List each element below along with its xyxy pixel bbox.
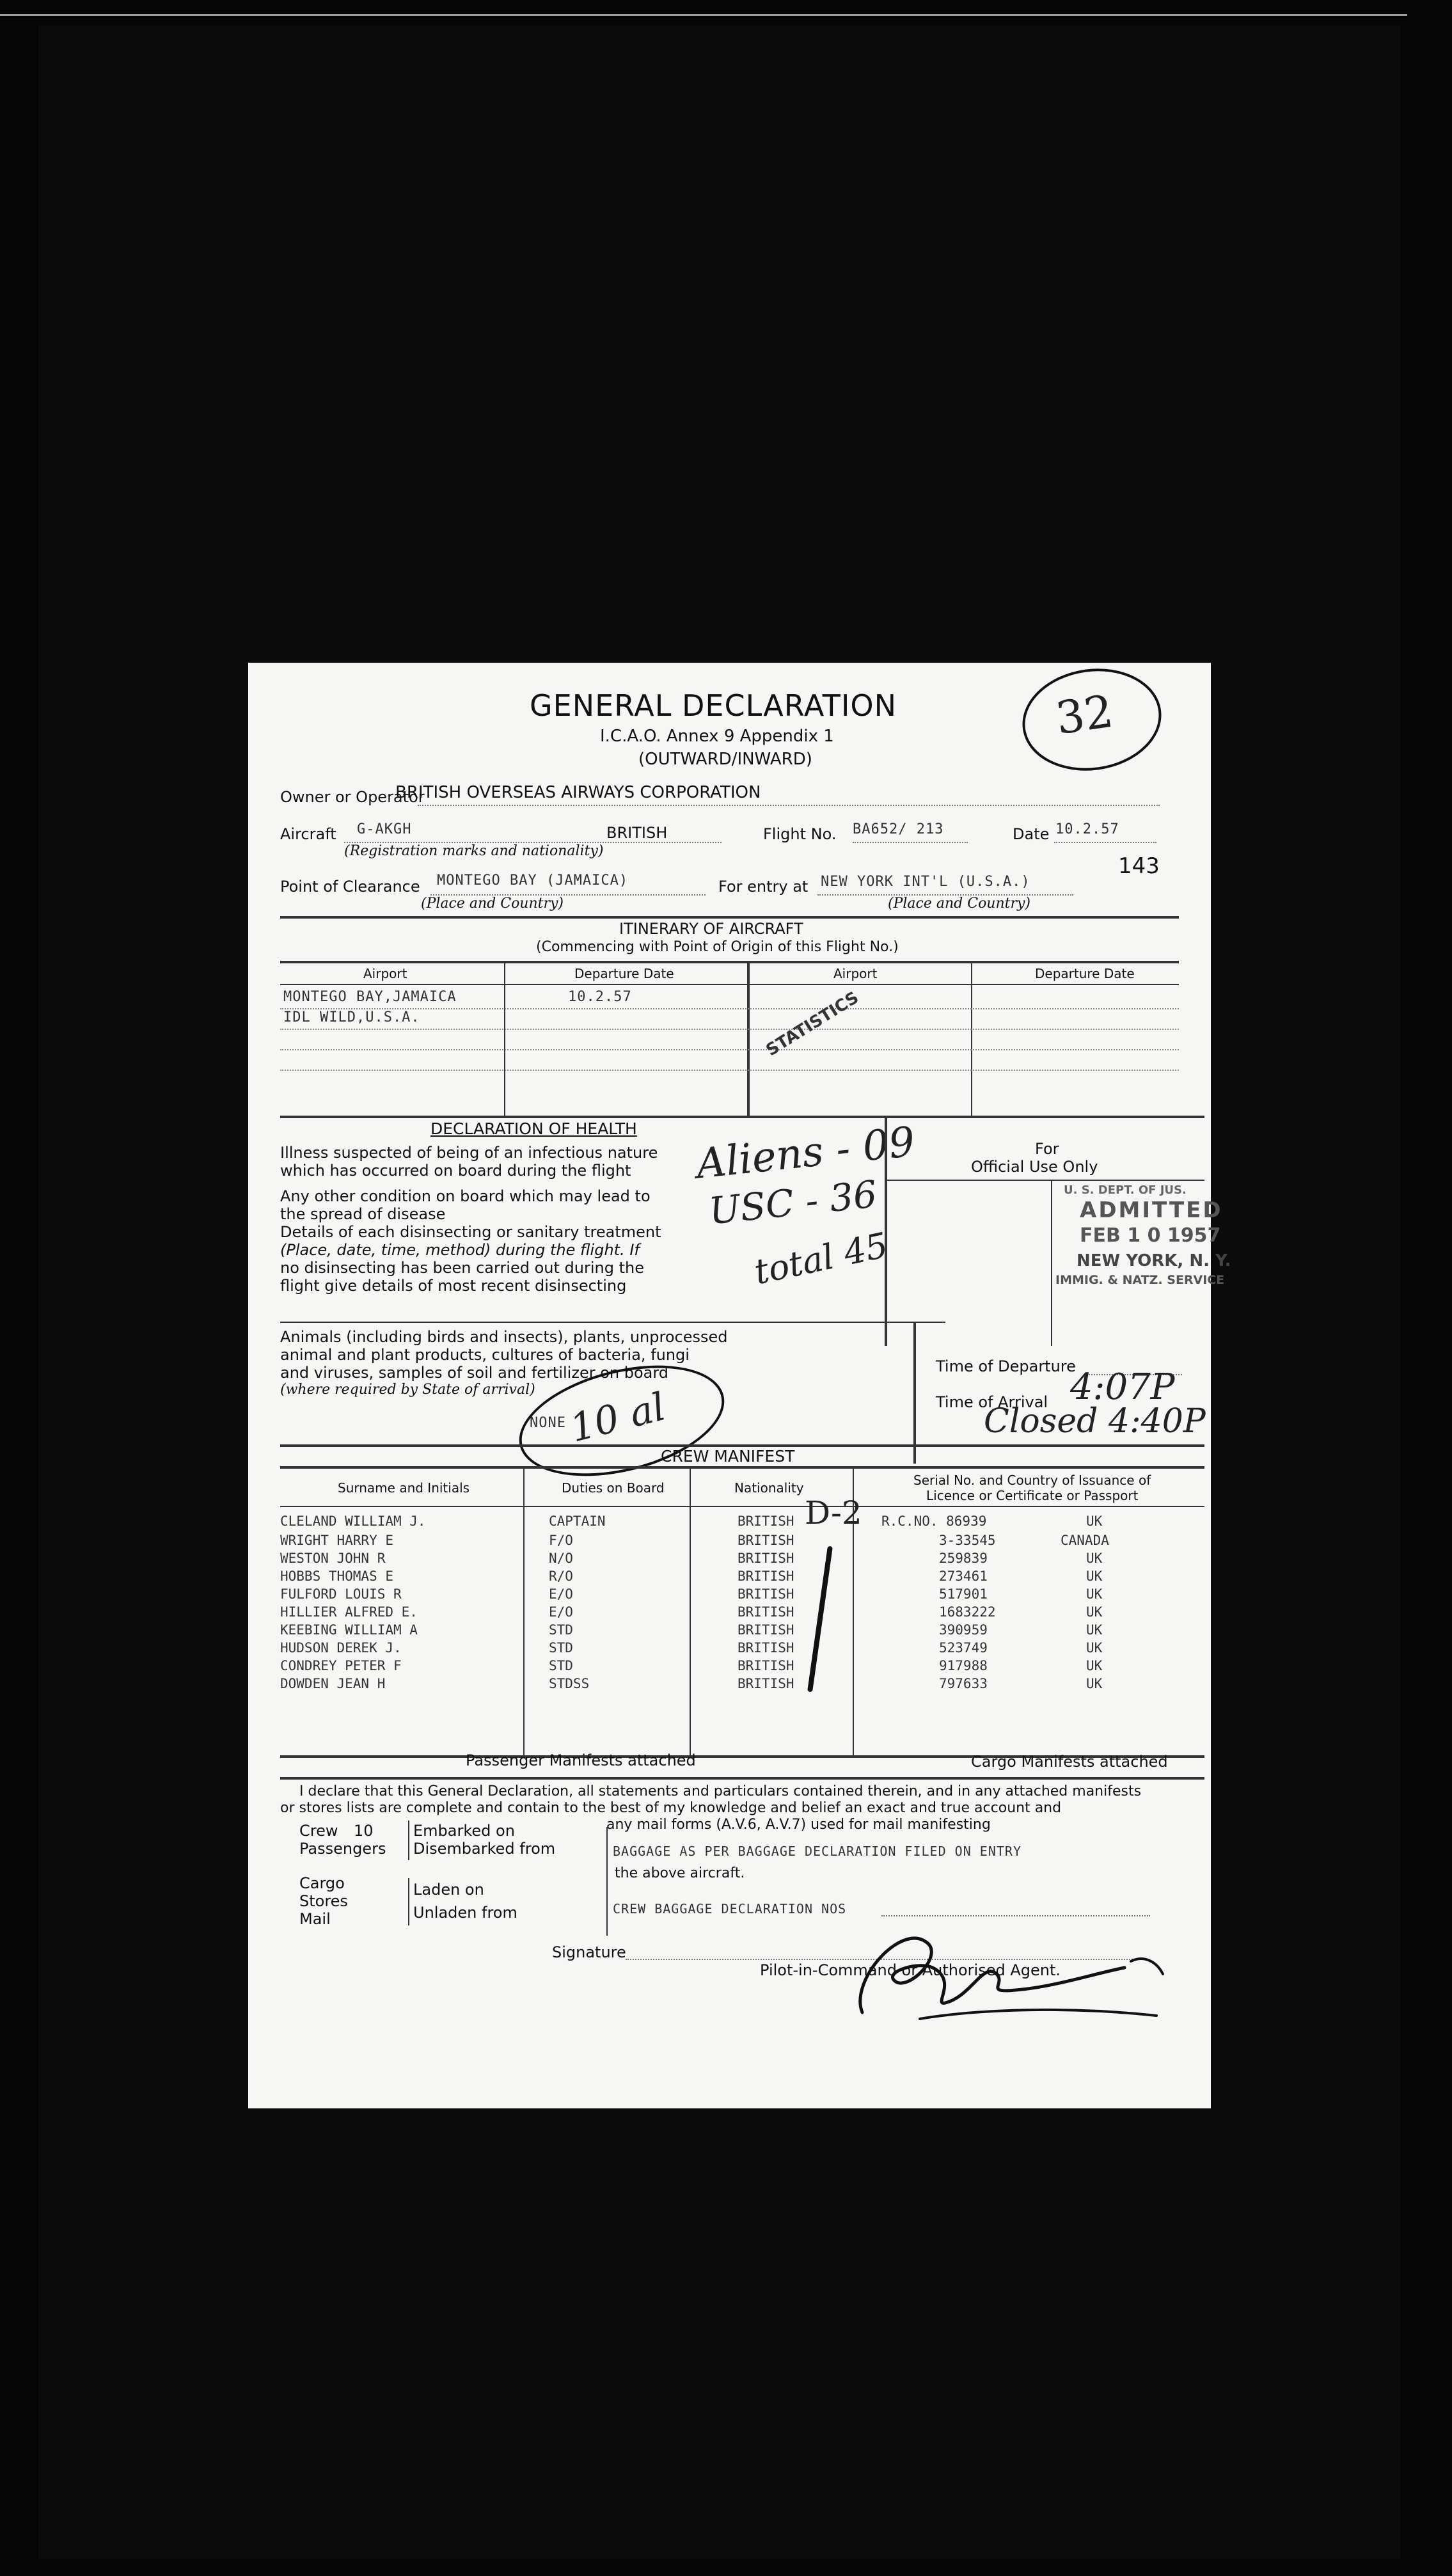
passenger-manifest-label: Passenger Manifests attached	[466, 1751, 696, 1769]
official-box-rule	[886, 1180, 1204, 1181]
aircraft-label: Aircraft	[280, 825, 336, 843]
crew-nationality: BRITISH	[738, 1622, 794, 1638]
handwritten-total: total 45	[750, 1224, 892, 1293]
handwritten-closed-time: Closed 4:40P	[984, 1402, 1206, 1441]
flight-label: Flight No.	[763, 825, 837, 843]
clearance-label: Point of Clearance	[280, 878, 420, 896]
crew-row	[280, 1569, 1176, 1586]
baggage-divider	[606, 1827, 608, 1936]
crew-duty: STD	[549, 1640, 573, 1655]
crew-col-nationality: Nationality	[734, 1480, 804, 1496]
crew-name: CLELAND WILLIAM J.	[280, 1513, 426, 1529]
handwritten-usc-count: USC - 36	[707, 1172, 880, 1233]
crew-baggage-typed: CREW BAGGAGE DECLARATION NOS	[613, 1901, 847, 1916]
itinerary-col-rule	[280, 984, 1179, 985]
document-title: GENERAL DECLARATION	[530, 688, 897, 723]
admitted-stamp-date: FEB 1 0 1957	[1080, 1224, 1221, 1247]
handwritten-crew-mark: D-2	[805, 1494, 862, 1531]
health-title: DECLARATION OF HEALTH	[430, 1119, 637, 1138]
aircraft-nationality: BRITISH	[606, 824, 668, 842]
crew-manifest-title: CREW MANIFEST	[661, 1447, 795, 1466]
clearance-place-note: (Place and Country)	[421, 896, 564, 912]
passenger-manifest-line	[280, 1759, 485, 1778]
health-q2-line1: Any other condition on board which may lead to	[280, 1187, 651, 1205]
aircraft-registration: G-AKGH	[357, 821, 412, 837]
manifests-bottom-rule	[280, 1777, 1204, 1780]
crew-nationality: BRITISH	[738, 1533, 794, 1548]
crew-country: UK	[1086, 1640, 1103, 1655]
crew-row	[280, 1676, 1176, 1694]
flight-date: 10.2.57	[1055, 821, 1119, 837]
crew-nationality: BRITISH	[738, 1513, 794, 1529]
crew-name: WRIGHT HARRY E	[280, 1533, 394, 1548]
crew-col-serial-line2: Licence or Certificate or Passport	[926, 1488, 1139, 1503]
crew-col-duty: Duties on Board	[562, 1480, 665, 1496]
signature-label: Signature	[552, 1943, 626, 1961]
health-q3-line3: no disinsecting has been carried out during the	[280, 1259, 644, 1277]
pilot-signature	[824, 1885, 1182, 2044]
itinerary-col-departure-2: Departure Date	[1035, 966, 1135, 981]
page-number: 143	[1118, 853, 1160, 879]
itinerary-divider-2	[747, 962, 750, 1116]
laden-label: Laden on	[413, 1881, 484, 1899]
cargo-brace	[408, 1878, 409, 1925]
itinerary-col-departure-1: Departure Date	[574, 966, 674, 981]
health-official-divider	[885, 1116, 887, 1346]
health-q3-line2: (Place, date, time, method) during the flight. If	[280, 1241, 640, 1259]
crew-nationality: BRITISH	[738, 1604, 794, 1620]
crew-nationality: BRITISH	[738, 1569, 794, 1584]
owner-value: BRITISH OVERSEAS AIRWAYS CORPORATION	[395, 783, 761, 802]
crew-duty: STD	[549, 1658, 573, 1673]
admitted-stamp-service: IMMIG. & NATZ. SERVICE	[1055, 1273, 1225, 1287]
crew-row	[280, 1513, 1176, 1531]
crew-col-serial-line1: Serial No. and Country of Issuance of	[913, 1473, 1151, 1488]
crew-serial: 259839	[939, 1551, 988, 1566]
entry-label: For entry at	[718, 878, 809, 896]
crew-country: UK	[1086, 1676, 1103, 1691]
animals-line4: (where required by State of arrival)	[280, 1382, 535, 1398]
itinerary-row-rule-2	[280, 1029, 1179, 1030]
health-q2-line2: the spread of disease	[280, 1205, 446, 1223]
crew-country: UK	[1086, 1569, 1103, 1584]
itinerary-airport-2: IDL WILD,U.S.A.	[283, 1009, 420, 1025]
mail-label: Mail	[299, 1910, 331, 1928]
crew-row	[280, 1586, 1176, 1604]
unladen-label: Unladen from	[413, 1904, 517, 1922]
clearance-value: MONTEGO BAY (JAMAICA)	[437, 873, 629, 889]
crew-count-value: 10	[354, 1822, 374, 1840]
cargo-label: Cargo	[299, 1874, 345, 1892]
crew-name: HOBBS THOMAS E	[280, 1569, 394, 1584]
crew-name: FULFORD LOUIS R	[280, 1586, 402, 1602]
crew-col-rule	[280, 1506, 1204, 1507]
crew-row	[280, 1551, 1176, 1569]
crew-row	[280, 1604, 1176, 1622]
circled-number-mark	[1016, 660, 1168, 780]
itinerary-top-rule	[280, 916, 1179, 919]
embarked-label: Embarked on	[413, 1822, 515, 1840]
crew-nationality: BRITISH	[738, 1676, 794, 1691]
flight-number: BA652/ 213	[853, 821, 944, 837]
handwritten-arrival-time: 4:07P	[1070, 1366, 1175, 1408]
crew-country: UK	[1086, 1658, 1103, 1673]
itinerary-col-airport-2: Airport	[833, 966, 878, 981]
crew-row	[280, 1622, 1176, 1640]
crew-nationality: BRITISH	[738, 1640, 794, 1655]
crew-serial: 3-33545	[939, 1533, 996, 1548]
health-q3-line1: Details of each disinsecting or sanitary treatment	[280, 1223, 661, 1241]
crew-name: DOWDEN JEAN H	[280, 1676, 386, 1691]
itinerary-row-rule-1	[280, 1008, 1179, 1009]
crew-count-label: Crew	[299, 1822, 338, 1840]
crew-serial: 917988	[939, 1658, 988, 1673]
crew-nationality: BRITISH	[738, 1586, 794, 1602]
film-edge	[0, 14, 1407, 16]
itinerary-airport-1: MONTEGO BAY,JAMAICA	[283, 989, 457, 1005]
crew-name: HUDSON DEREK J.	[280, 1640, 402, 1655]
statistics-stamp: STATISTICS	[762, 988, 862, 1061]
itinerary-title: ITINERARY OF AIRCRAFT	[619, 920, 803, 938]
crew-duty: E/O	[549, 1586, 573, 1602]
crew-row	[280, 1533, 1176, 1551]
official-use-label: Official Use Only	[971, 1158, 1098, 1176]
time-departure-label: Time of Departure	[936, 1357, 1076, 1375]
handwritten-aliens-count: Aliens - 09	[694, 1118, 917, 1189]
admitted-stamp-title: ADMITTED	[1080, 1197, 1223, 1223]
declaration-line1: I declare that this General Declaration, all statements and particulars contained therein, and in any attached manifests	[299, 1783, 1142, 1799]
animals-line1: Animals (including birds and insects), plants, unprocessed	[280, 1328, 728, 1346]
annex-reference: I.C.A.O. Annex 9 Appendix 1	[600, 727, 834, 746]
stores-label: Stores	[299, 1892, 348, 1910]
cargo-manifest-line	[811, 1759, 965, 1778]
crew-header-rule	[280, 1466, 1204, 1469]
registration-note: (Registration marks and nationality)	[344, 843, 604, 859]
crew-duty: F/O	[549, 1533, 573, 1548]
crew-nationality: BRITISH	[738, 1551, 794, 1566]
crew-country: UK	[1086, 1513, 1103, 1529]
animals-line3: and viruses, samples of soil and fertilizer on board	[280, 1364, 669, 1382]
crew-serial: R.C.NO. 86939	[881, 1513, 987, 1529]
official-for-label: For	[1035, 1140, 1059, 1158]
crew-country: UK	[1086, 1604, 1103, 1620]
itinerary-col-airport-1: Airport	[363, 966, 407, 981]
crew-serial: 523749	[939, 1640, 988, 1655]
passengers-brace	[408, 1821, 409, 1860]
crew-duty: N/O	[549, 1551, 573, 1566]
crew-name: HILLIER ALFRED E.	[280, 1604, 418, 1620]
crew-name: KEEBING WILLIAM A	[280, 1622, 418, 1638]
animals-line2: animal and plant products, cultures of bacteria, fungi	[280, 1346, 690, 1364]
itinerary-row-rule-3	[280, 1049, 1179, 1050]
itinerary-row-rule-4	[280, 1070, 1179, 1071]
admitted-stamp-city: NEW YORK, N. Y.	[1077, 1251, 1231, 1270]
crew-name: CONDREY PETER F	[280, 1658, 402, 1673]
date-label: Date	[1013, 825, 1050, 843]
crew-row	[280, 1640, 1176, 1658]
animals-top-rule	[280, 1322, 945, 1323]
baggage-declaration-typed: BAGGAGE AS PER BAGGAGE DECLARATION FILED ON ENTRY	[613, 1844, 1022, 1859]
declaration-line3: any mail forms (A.V.6, A.V.7) used for mail manifesting	[606, 1817, 991, 1833]
health-top-rule	[280, 1116, 1204, 1118]
crew-serial: 517901	[939, 1586, 988, 1602]
circled-number: 32	[1052, 684, 1117, 745]
entry-place-note: (Place and Country)	[888, 896, 1031, 912]
handwritten-circled-text: 10 al	[565, 1384, 670, 1451]
crew-country: CANADA	[1061, 1533, 1109, 1548]
crew-nationality: BRITISH	[738, 1658, 794, 1673]
cargo-manifest-label: Cargo Manifests attached	[971, 1753, 1168, 1771]
health-q1-line1: Illness suspected of being of an infectious nature	[280, 1144, 658, 1162]
animals-time-divider	[913, 1323, 916, 1464]
crew-country: UK	[1086, 1622, 1103, 1638]
owner-label: Owner or Operator	[280, 788, 425, 806]
time-arrival-label: Time of Arrival	[936, 1393, 1048, 1411]
official-box-divider	[1051, 1180, 1052, 1346]
crew-serial: 797633	[939, 1676, 988, 1691]
health-q1-line2: which has occurred on board during the flight	[280, 1162, 631, 1180]
crew-duty: R/O	[549, 1569, 573, 1584]
declaration-line2: or stores lists are complete and contain to the best of my knowledge and belief an exact and true account and	[280, 1800, 1062, 1816]
entry-value: NEW YORK INT'L (U.S.A.)	[821, 874, 1030, 890]
itinerary-subtitle: (Commencing with Point of Origin of this Flight No.)	[536, 939, 899, 955]
crew-country: UK	[1086, 1551, 1103, 1566]
animals-value: NONE	[530, 1415, 566, 1431]
crew-col-name: Surname and Initials	[338, 1480, 470, 1496]
itinerary-header-rule	[280, 961, 1179, 963]
crew-serial: 390959	[939, 1622, 988, 1638]
declaration-document	[248, 663, 1231, 2108]
crew-duty: STD	[549, 1622, 573, 1638]
crew-row	[280, 1658, 1176, 1676]
passengers-label: Passengers	[299, 1840, 386, 1858]
crew-duty: CAPTAIN	[549, 1513, 606, 1529]
crew-serial: 1683222	[939, 1604, 996, 1620]
disembarked-label: Disembarked from	[413, 1840, 556, 1858]
crew-duty: E/O	[549, 1604, 573, 1620]
health-q3-line4: flight give details of most recent disinsecting	[280, 1277, 627, 1295]
declaration-line4: the above aircraft.	[615, 1865, 745, 1881]
crew-name: WESTON JOHN R	[280, 1551, 386, 1566]
crew-serial: 273461	[939, 1569, 988, 1584]
itinerary-date-1: 10.2.57	[568, 989, 632, 1005]
pilot-label: Pilot-in-Command or Authorised Agent.	[760, 1961, 1061, 1979]
admitted-stamp-dept: U. S. DEPT. OF JUS.	[1064, 1183, 1187, 1197]
itinerary-divider-3	[971, 962, 972, 1116]
crew-country: UK	[1086, 1586, 1103, 1602]
crew-duty: STDSS	[549, 1676, 590, 1691]
direction-label: (OUTWARD/INWARD)	[638, 750, 812, 769]
itinerary-divider-1	[504, 962, 505, 1116]
